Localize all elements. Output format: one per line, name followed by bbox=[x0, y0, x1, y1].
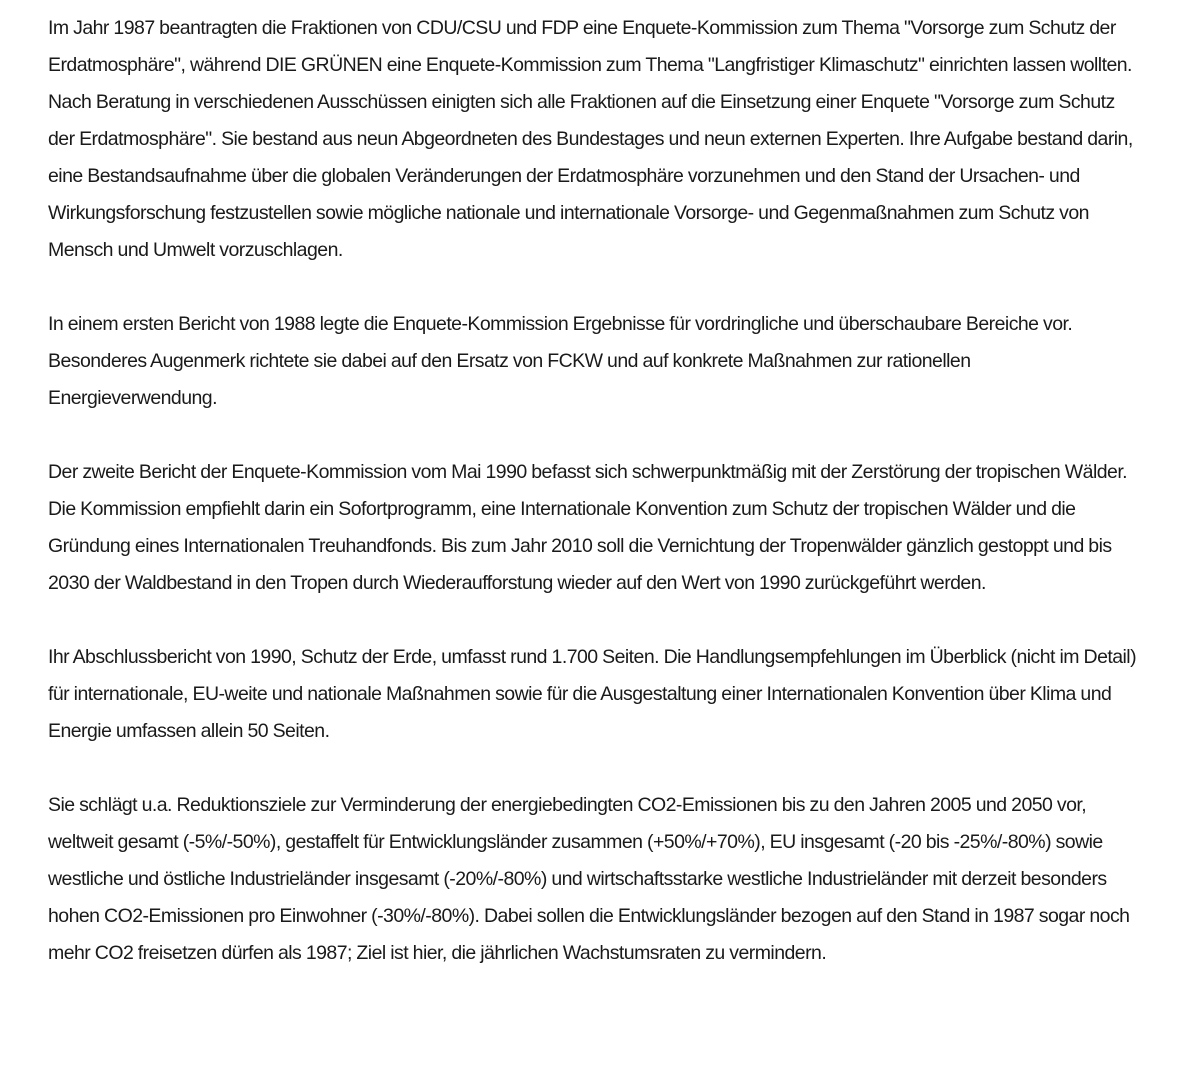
paragraph-erster-bericht: In einem ersten Bericht von 1988 legte die Enquete-Kommission Ergebnisse für vordringliche und überschaubare Bereiche vor. Besonderes Augenmerk richtete sie dabei auf den Ersatz von FCKW und auf konkrete Maßnahmen zur rationellen Energieverwendung. bbox=[48, 313, 1073, 409]
paragraph-reduktionsziele: Sie schlägt u.a. Reduktionsziele zur Verminderung der energiebedingten CO2-Emissionen bis zu den Jahren 2005 und 2050 vor, weltweit gesamt (-5%/-50%), gestaffelt für Entwicklungsländer zusammen (+50%/+70%), EU insgesamt (-20 bis -25%/-80%) sowie westliche und östliche Industrieländer insgesamt (-20%/-80%) und wirtschaftsstarke westliche Industrieländer mit derzeit besonders hohen CO2-Emissionen pro Einwohner (-30%/-80%). Dabei sollen die Entwicklungsländer bezogen auf den Stand in 1987 sogar noch mehr CO2 freisetzen dürfen als 1987; Ziel ist hier, die jährlichen Wachstumsraten zu vermindern. bbox=[48, 794, 1130, 964]
paragraph-zweiter-bericht: Der zweite Bericht der Enquete-Kommission vom Mai 1990 befasst sich schwerpunktmäßig mit der Zerstörung der tropischen Wälder. Die Kommission empfiehlt darin ein Sofortprogramm, eine Internationale Konvention zum Schutz der tropischen Wälder und die Gründung eines Internationalen Treuhandfonds. Bis zum Jahr 2010 soll die Vernichtung der Tropenwälder gänzlich gestoppt und bis 2030 der Waldbestand in den Tropen durch Wiederaufforstung wieder auf den Wert von 1990 zurückgeführt werden. bbox=[48, 461, 1128, 594]
paragraph-abschlussbericht: Ihr Abschlussbericht von 1990, Schutz der Erde, umfasst rund 1.700 Seiten. Die Handlungsempfehlungen im Überblick (nicht im Detail) für internationale, EU-weite und nationale Maßnahmen sowie für die Ausgestaltung einer Internationalen Konvention über Klima und Energie umfassen allein 50 Seiten. bbox=[48, 646, 1137, 742]
paragraph-enquete-einsetzung: Im Jahr 1987 beantragten die Fraktionen von CDU/CSU und FDP eine Enquete-Kommission zum Thema "Vorsorge zum Schutz der Erdatmosphäre", während DIE GRÜNEN eine Enquete-Kommission zum Thema "Langfristiger Klimaschutz" einrichten lassen wollten. Nach Beratung in verschiedenen Ausschüssen einigten sich alle Fraktionen auf die Einsetzung einer Enquete "Vorsorge zum Schutz der Erdatmosphäre". Sie bestand aus neun Abgeordneten des Bundestages und neun externen Experten. Ihre Aufgabe bestand darin, eine Bestandsaufnahme über die globalen Veränderungen der Erdatmosphäre vorzunehmen und den Stand der Ursachen- und Wirkungsforschung festzustellen sowie mögliche nationale und internationale Vorsorge- und Gegenmaßnahmen zum Schutz von Mensch und Umwelt vorzuschlagen. bbox=[48, 17, 1133, 261]
article-body bbox=[48, 10, 1143, 972]
